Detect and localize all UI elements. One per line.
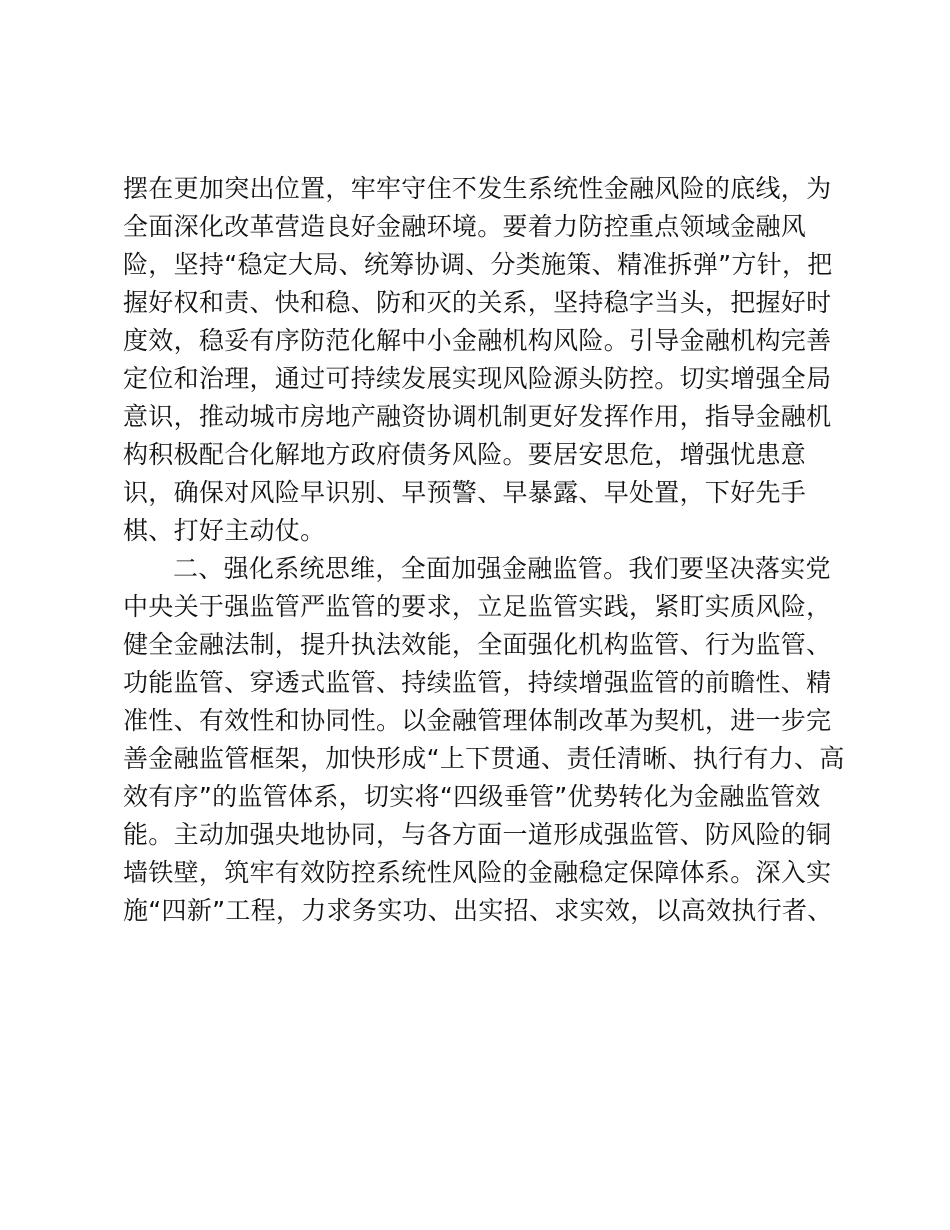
text-line: 准性、有效性和协同性。以金融管理体制改革为契机，进一步完 [123,706,832,735]
body-text [123,170,843,930]
text-line: 构积极配合化解地方政府债务风险。要居安思危，增强忧患意 [123,440,807,469]
text-line: 全面深化改革营造良好金融环境。要着力防控重点领域金融风 [123,212,807,241]
text-line: 健全金融法制，提升执法效能，全面强化机构监管、行为监管、 [123,630,832,659]
text-line: 定位和治理，通过可持续发展实现风险源头防控。切实增强全局 [123,364,832,393]
text-line: 施“四新”工程，力求务实功、出实招、求实效，以高效执行者、 [123,896,833,925]
text-line: 意识，推动城市房地产融资协调机制更好发挥作用，指导金融机 [123,402,832,431]
text-line: 墙铁壁，筑牢有效防控系统性风险的金融稳定保障体系。深入实 [123,858,832,887]
text-line: 握好权和责、快和稳、防和灭的关系，坚持稳字当头，把握好时 [123,288,832,317]
text-line: 识，确保对风险早识别、早预警、早暴露、早处置，下好先手 [123,478,807,507]
text-line: 度效，稳妥有序防范化解中小金融机构风险。引导金融机构完善 [123,326,832,355]
text-line: 棋、打好主动仗。 [123,516,326,545]
section-heading-line: 二、强化系统思维，全面加强金融监管。我们要坚决落实党 [173,554,831,583]
text-line: 效有序”的监管体系，切实将“四级垂管”优势转化为金融监管效 [123,782,821,811]
text-line: 摆在更加突出位置，牢牢守住不发生系统性金融风险的底线，为 [123,174,832,203]
text-line: 善金融监管框架，加快形成“上下贯通、责任清晰、执行有力、高 [123,744,845,773]
text-line: 功能监管、穿透式监管、持续监管，持续增强监管的前瞻性、精 [123,668,832,697]
text-line: 险，坚持“稳定大局、统筹协调、分类施策、精准拆弹”方针，把 [123,250,833,279]
text-line: 能。主动加强央地协同，与各方面一道形成强监管、防风险的铜 [123,820,832,849]
text-line: 中央关于强监管严监管的要求，立足监管实践，紧盯实质风险， [123,592,832,621]
